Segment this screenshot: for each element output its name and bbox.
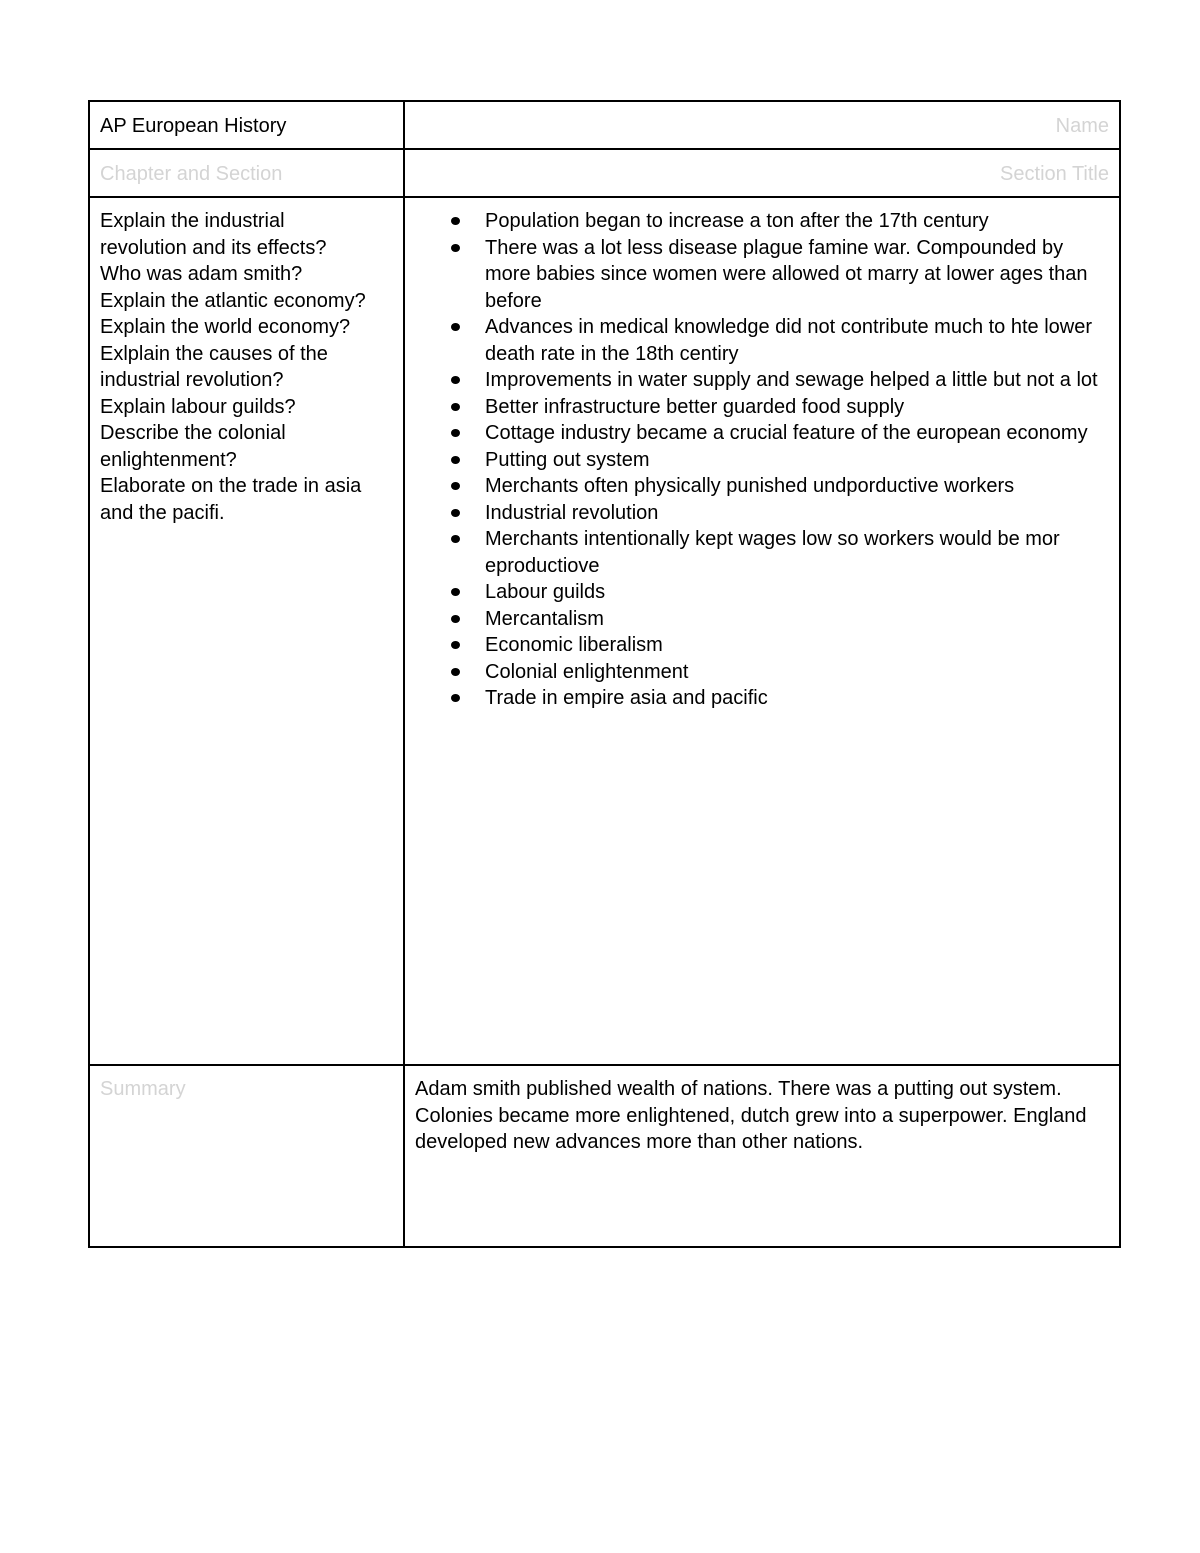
chapter-placeholder: Chapter and Section — [100, 163, 283, 185]
summary-placeholder: Summary — [100, 1078, 186, 1100]
bullet-text: There was a lot less disease plague famine war. Compounded by more babies since women were allowed ot marry at lower ages than before — [485, 236, 1088, 312]
question-line: Exlplain the causes of the — [100, 342, 328, 365]
bullet-item — [405, 526, 1109, 579]
question-line: enlightenment? — [100, 448, 237, 471]
bullet-dot-icon — [451, 588, 460, 596]
bullet-item — [405, 606, 1109, 633]
bullet-text: Advances in medical knowledge did not contribute much to hte lower death rate in the 18th centiry — [485, 316, 1093, 365]
bullet-dot-icon — [451, 641, 460, 649]
bullet-dot-icon — [451, 668, 460, 676]
question-line: Explain the atlantic economy? — [100, 289, 366, 312]
bullet-dot-icon — [451, 244, 460, 252]
bullet-dot-icon — [451, 429, 460, 437]
bullet-dot-icon — [451, 482, 460, 490]
bullet-text: Labour guilds — [485, 581, 606, 603]
bullet-dot-icon — [451, 615, 460, 623]
bullet-text: Colonial enlightenment — [485, 660, 689, 683]
bullet-item — [405, 685, 1109, 712]
bullet-text: Merchants often physically punished undporductive workers — [485, 475, 1015, 497]
bullet-item — [405, 579, 1109, 606]
bullet-item — [405, 314, 1109, 367]
bullet-item — [405, 473, 1109, 500]
questions-cell[interactable] — [89, 197, 404, 1065]
summary-row — [89, 1065, 1120, 1247]
name-cell[interactable] — [404, 101, 1120, 149]
bullet-text: Better infrastructure better guarded food supply — [485, 395, 905, 418]
bullet-text: Population began to increase a ton after the 17th century — [485, 210, 989, 232]
summary-text-cell[interactable] — [404, 1065, 1120, 1247]
bullet-text: Trade in empire asia and pacific — [485, 687, 768, 709]
question-line: Elaborate on the trade in asia — [100, 475, 362, 497]
bullet-item — [405, 235, 1109, 315]
question-line: Who was adam smith? — [100, 263, 303, 285]
bullet-text: Economic liberalism — [485, 634, 663, 656]
course-title: AP European History — [100, 115, 287, 137]
bullet-text: Putting out system — [485, 448, 650, 471]
bullet-text: Merchants intentionally kept wages low so workers would be mor eproductiove — [485, 528, 1060, 577]
bullet-text: Cottage industry became a crucial feature of the european economy — [485, 422, 1088, 444]
bullet-dot-icon — [451, 535, 460, 543]
bullet-item — [405, 632, 1109, 659]
bullet-item — [405, 208, 1109, 235]
header-row — [89, 101, 1120, 149]
course-cell[interactable] — [89, 101, 404, 149]
bullet-dot-icon — [451, 694, 460, 702]
bullet-dot-icon — [451, 403, 460, 411]
chapter-cell[interactable] — [89, 149, 404, 197]
name-placeholder: Name — [1055, 115, 1109, 137]
bullet-text: Improvements in water supply and sewage helped a little but not a lot — [485, 369, 1098, 391]
question-line: Explain the industrial — [100, 210, 285, 232]
question-line: industrial revolution? — [100, 369, 284, 391]
chapter-row — [89, 149, 1120, 197]
question-line: and the pacifi. — [100, 501, 225, 524]
question-line: Describe the colonial — [100, 422, 286, 444]
bullet-dot-icon — [451, 323, 460, 331]
question-line: Explain the world economy? — [100, 316, 351, 338]
summary-label-cell[interactable] — [89, 1065, 404, 1247]
section-title-placeholder: Section Title — [1000, 163, 1109, 185]
bullet-item — [405, 500, 1109, 527]
bullet-text: Industrial revolution — [485, 501, 659, 524]
notes-cell[interactable] — [404, 197, 1120, 1065]
questions-column — [90, 198, 403, 526]
bullet-item — [405, 659, 1109, 686]
bullet-item — [405, 367, 1109, 394]
bullet-item — [405, 420, 1109, 447]
bullet-item — [405, 447, 1109, 474]
bullet-item — [405, 394, 1109, 421]
summary-text: Adam smith published wealth of nations. There was a putting out system. Colonies became more enlightened, dutch grew into a superpower. England developed new advances more than other nations. — [415, 1078, 1087, 1153]
section-title-cell[interactable] — [404, 149, 1120, 197]
notes-bullet-list — [405, 198, 1119, 712]
notes-row — [89, 197, 1120, 1065]
question-line: revolution and its effects? — [100, 236, 327, 259]
bullet-dot-icon — [451, 376, 460, 384]
question-line: Explain labour guilds? — [100, 395, 296, 418]
cornell-notes-table — [88, 100, 1121, 1248]
bullet-dot-icon — [451, 217, 460, 225]
bullet-dot-icon — [451, 456, 460, 464]
bullet-dot-icon — [451, 509, 460, 517]
bullet-text: Mercantalism — [485, 607, 604, 630]
